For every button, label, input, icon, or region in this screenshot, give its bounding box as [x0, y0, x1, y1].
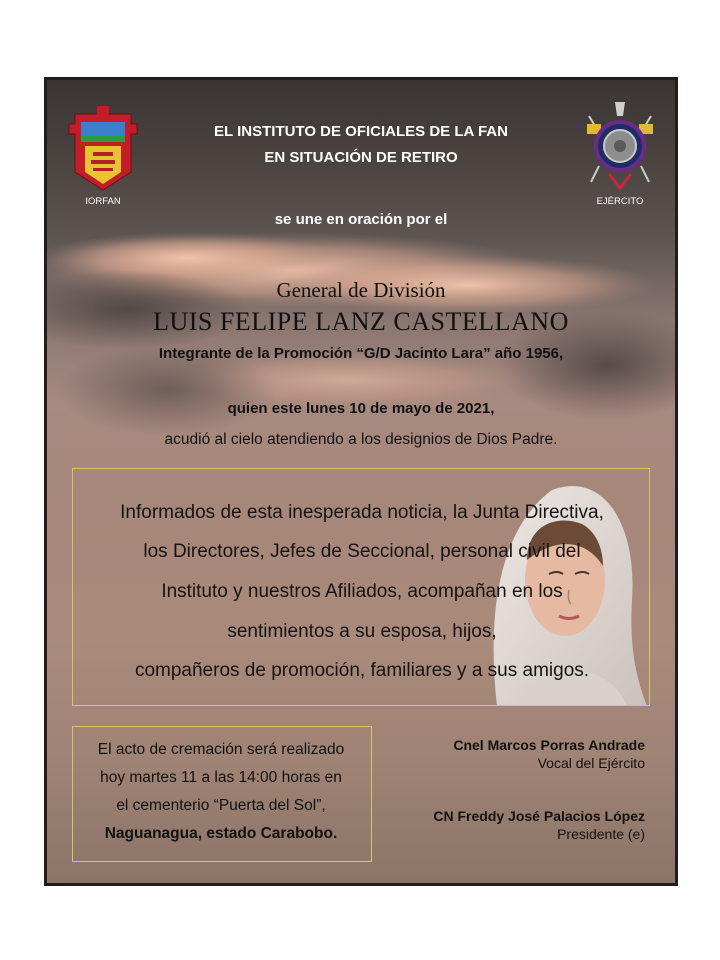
header-line-1: EL INSTITUTO DE OFICIALES DE LA FAN	[214, 123, 508, 140]
signature-1-name: Cnel Marcos Porras Andrade	[453, 737, 645, 753]
date-line: quien este lunes 10 de mayo de 2021,	[227, 400, 495, 417]
header-line-2: EN SITUACIÓN DE RETIRO	[264, 149, 458, 166]
honoree-promotion: Integrante de la Promoción “G/D Jacinto Lara” año 1956,	[158, 345, 564, 362]
iorfan-caption: IORFAN	[85, 196, 121, 207]
subtitle: se une en oración por el	[274, 211, 448, 228]
condolence-line-2: los Directores, Jefes de Seccional, personal civil del	[143, 541, 581, 562]
condolence-line-4: sentimientos a su esposa, hijos,	[227, 621, 497, 642]
honoree-name: LUIS FELIPE LANZ CASTELLANO	[153, 307, 569, 336]
condolence-line-1: Informados de esta inesperada noticia, la Junta Directiva,	[120, 502, 604, 523]
iorfan-shield-icon	[67, 104, 139, 192]
cremation-box	[72, 726, 372, 862]
cremation-line-2: hoy martes 11 a las 14:00 horas en	[100, 769, 342, 786]
cremation-line-1: El acto de cremación será realizado	[97, 741, 345, 758]
condolence-line-3: Instituto y nuestros Afiliados, acompañan en los	[161, 581, 563, 602]
army-emblem-icon	[585, 96, 655, 192]
signature-2-name: CN Freddy José Palacios López	[433, 808, 645, 824]
honoree-rank: General de División	[276, 278, 446, 302]
memorial-card	[44, 77, 678, 886]
heaven-line: acudió al cielo atendiendo a los designios de Dios Padre.	[164, 431, 558, 448]
condolence-box	[72, 468, 650, 706]
cremation-line-4: Naguanagua, estado Carabobo.	[104, 825, 338, 842]
signature-1-role: Vocal del Ejército	[537, 755, 645, 771]
condolence-line-5: compañeros de promoción, familiares y a sus amigos.	[134, 660, 590, 681]
cremation-line-3: el cementerio “Puerta del Sol”,	[116, 797, 326, 814]
signature-2-role: Presidente (e)	[557, 826, 645, 842]
army-caption: EJÉRCITO	[596, 196, 644, 207]
